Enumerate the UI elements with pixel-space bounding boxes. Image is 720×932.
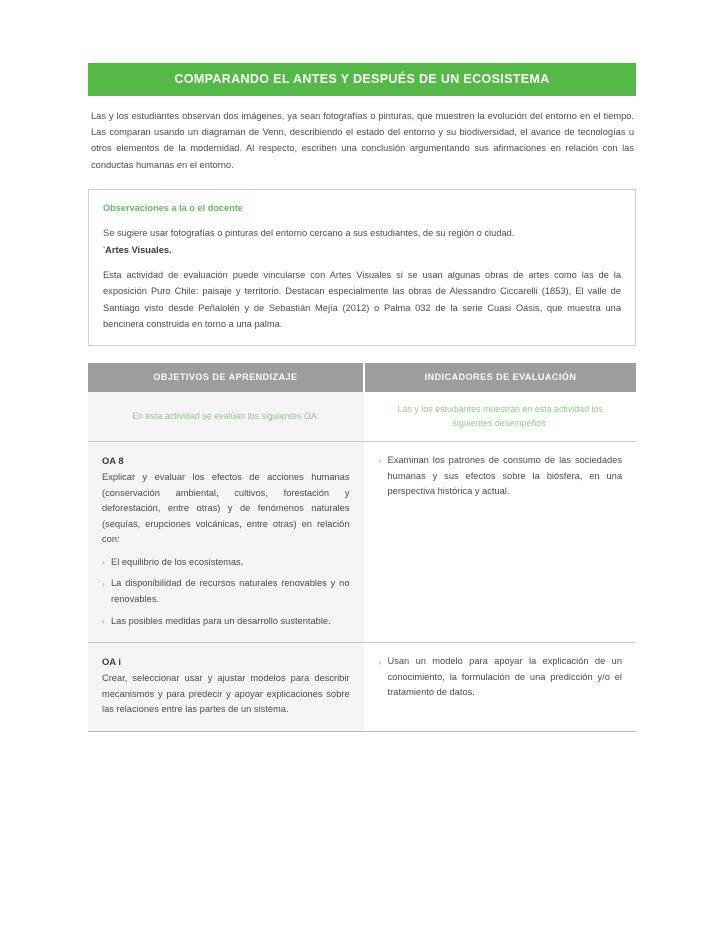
page-content [88, 63, 636, 732]
indicator-list [379, 654, 623, 701]
indicator-cell-oai [364, 643, 636, 732]
list-item-text: Examinan los patrones de consumo de las sociedades humanas y sus efectos sobre la biósfera, en una perspectiva histórica y actual. [387, 454, 622, 497]
oa-description: Crear, seleccionar usar y ajustar modelos para describir mecanismos y para predecir y apoyar explicaciones sobre las relaciones entre las partes de un sistema. [102, 673, 350, 715]
observations-title: Observaciones a la o el docente [103, 202, 243, 213]
oa-bullet-list [102, 555, 350, 629]
column-header-indicators: INDICADORES DE EVALUACIÓN [364, 363, 636, 392]
chevron-right-icon: › [102, 557, 105, 568]
observations-subject-line [103, 241, 621, 258]
indicator-cell-oa8 [364, 441, 636, 642]
chevron-right-icon: › [102, 616, 105, 627]
list-item [102, 614, 350, 630]
list-item-text: El equilibrio de los ecosistemas. [111, 556, 244, 567]
objective-cell-oai [88, 643, 364, 732]
table-body [88, 392, 636, 732]
list-item [379, 654, 623, 701]
table-row [88, 441, 636, 642]
subject-mark-icon: ▪ [103, 245, 106, 252]
observations-box [88, 189, 636, 346]
observations-detail: Esta actividad de evaluación puede vincularse con Artes Visuales si se usan algunas obras de artes como las de la exposición Puro Chile: paisaje y territorio. Destacan especialmente las obras de Alessandro Ciccarelli (1853), El valle de Santiago visto desde Peñalolén y de Sebastián Mejía (2012) o Palma 032 de la serie Cuasi Oasis, que muestra una bencinera construida en torno a una palma. [103, 270, 621, 329]
table-header [88, 363, 636, 392]
column-header-objectives: OBJETIVOS DE APRENDIZAJE [88, 363, 364, 392]
subheader-objectives: En esta actividad se evalúan los siguientes OA: [88, 392, 364, 442]
oa-code: OA 8 [102, 454, 124, 466]
oa-description: Explicar y evaluar los efectos de acciones humanas (conservación ambiental, cultivos, forestación y deforestación, entre otras) y de fenómenos naturales (sequías, erupciones volcánicas, entre otras) en relación con: [102, 471, 350, 545]
list-item [379, 453, 623, 500]
page-title: COMPARANDO EL ANTES Y DESPUÉS DE UN ECOSISTEMA [174, 72, 550, 87]
chevron-right-icon: › [378, 656, 382, 667]
oa-code: OA i [102, 656, 121, 668]
list-item-text: Usan un modelo para apoyar la explicación de un conocimiento, la formulación de una predicción y/o el tratamiento de datos. [387, 656, 622, 698]
objectives-indicators-table [88, 363, 636, 732]
activity-title-banner [88, 63, 636, 96]
subheader-indicators: Las y los estudiantes muestran en esta actividad los siguientes desempeños: [364, 392, 636, 442]
list-item-text: Las posibles medidas para un desarrollo sustentable. [111, 615, 331, 626]
chevron-right-icon: › [378, 455, 382, 466]
list-item [102, 576, 350, 607]
list-item [102, 555, 350, 571]
table-subheader-row [88, 392, 636, 442]
intro-paragraph: Las y los estudiantes observan dos imágenes, ya sean fotografías o pinturas, que muestren la evolución del entorno en el tiempo. Las comparan usando un diagraman de Venn, describiendo el estado del entorno y su biodiversidad, el avance de tecnologías u otros elementos de la modernidad. Al respecto, escriben una conclusión argumentando sus afirmaciones en relación con las conductas humanas en el entorno. [91, 111, 634, 170]
table-row [88, 643, 636, 732]
table-header-row [88, 363, 636, 392]
indicator-list [379, 453, 623, 500]
observations-suggestion: Se sugiere usar fotografías o pinturas del entorno cercano a sus estudiantes, de su región o ciudad. [103, 227, 515, 238]
observations-subject: Artes Visuales. [105, 245, 172, 256]
chevron-right-icon: › [102, 578, 105, 589]
list-item-text: La disponibilidad de recursos naturales renovables y no renovables. [111, 578, 350, 605]
objective-cell-oa8 [88, 441, 364, 642]
